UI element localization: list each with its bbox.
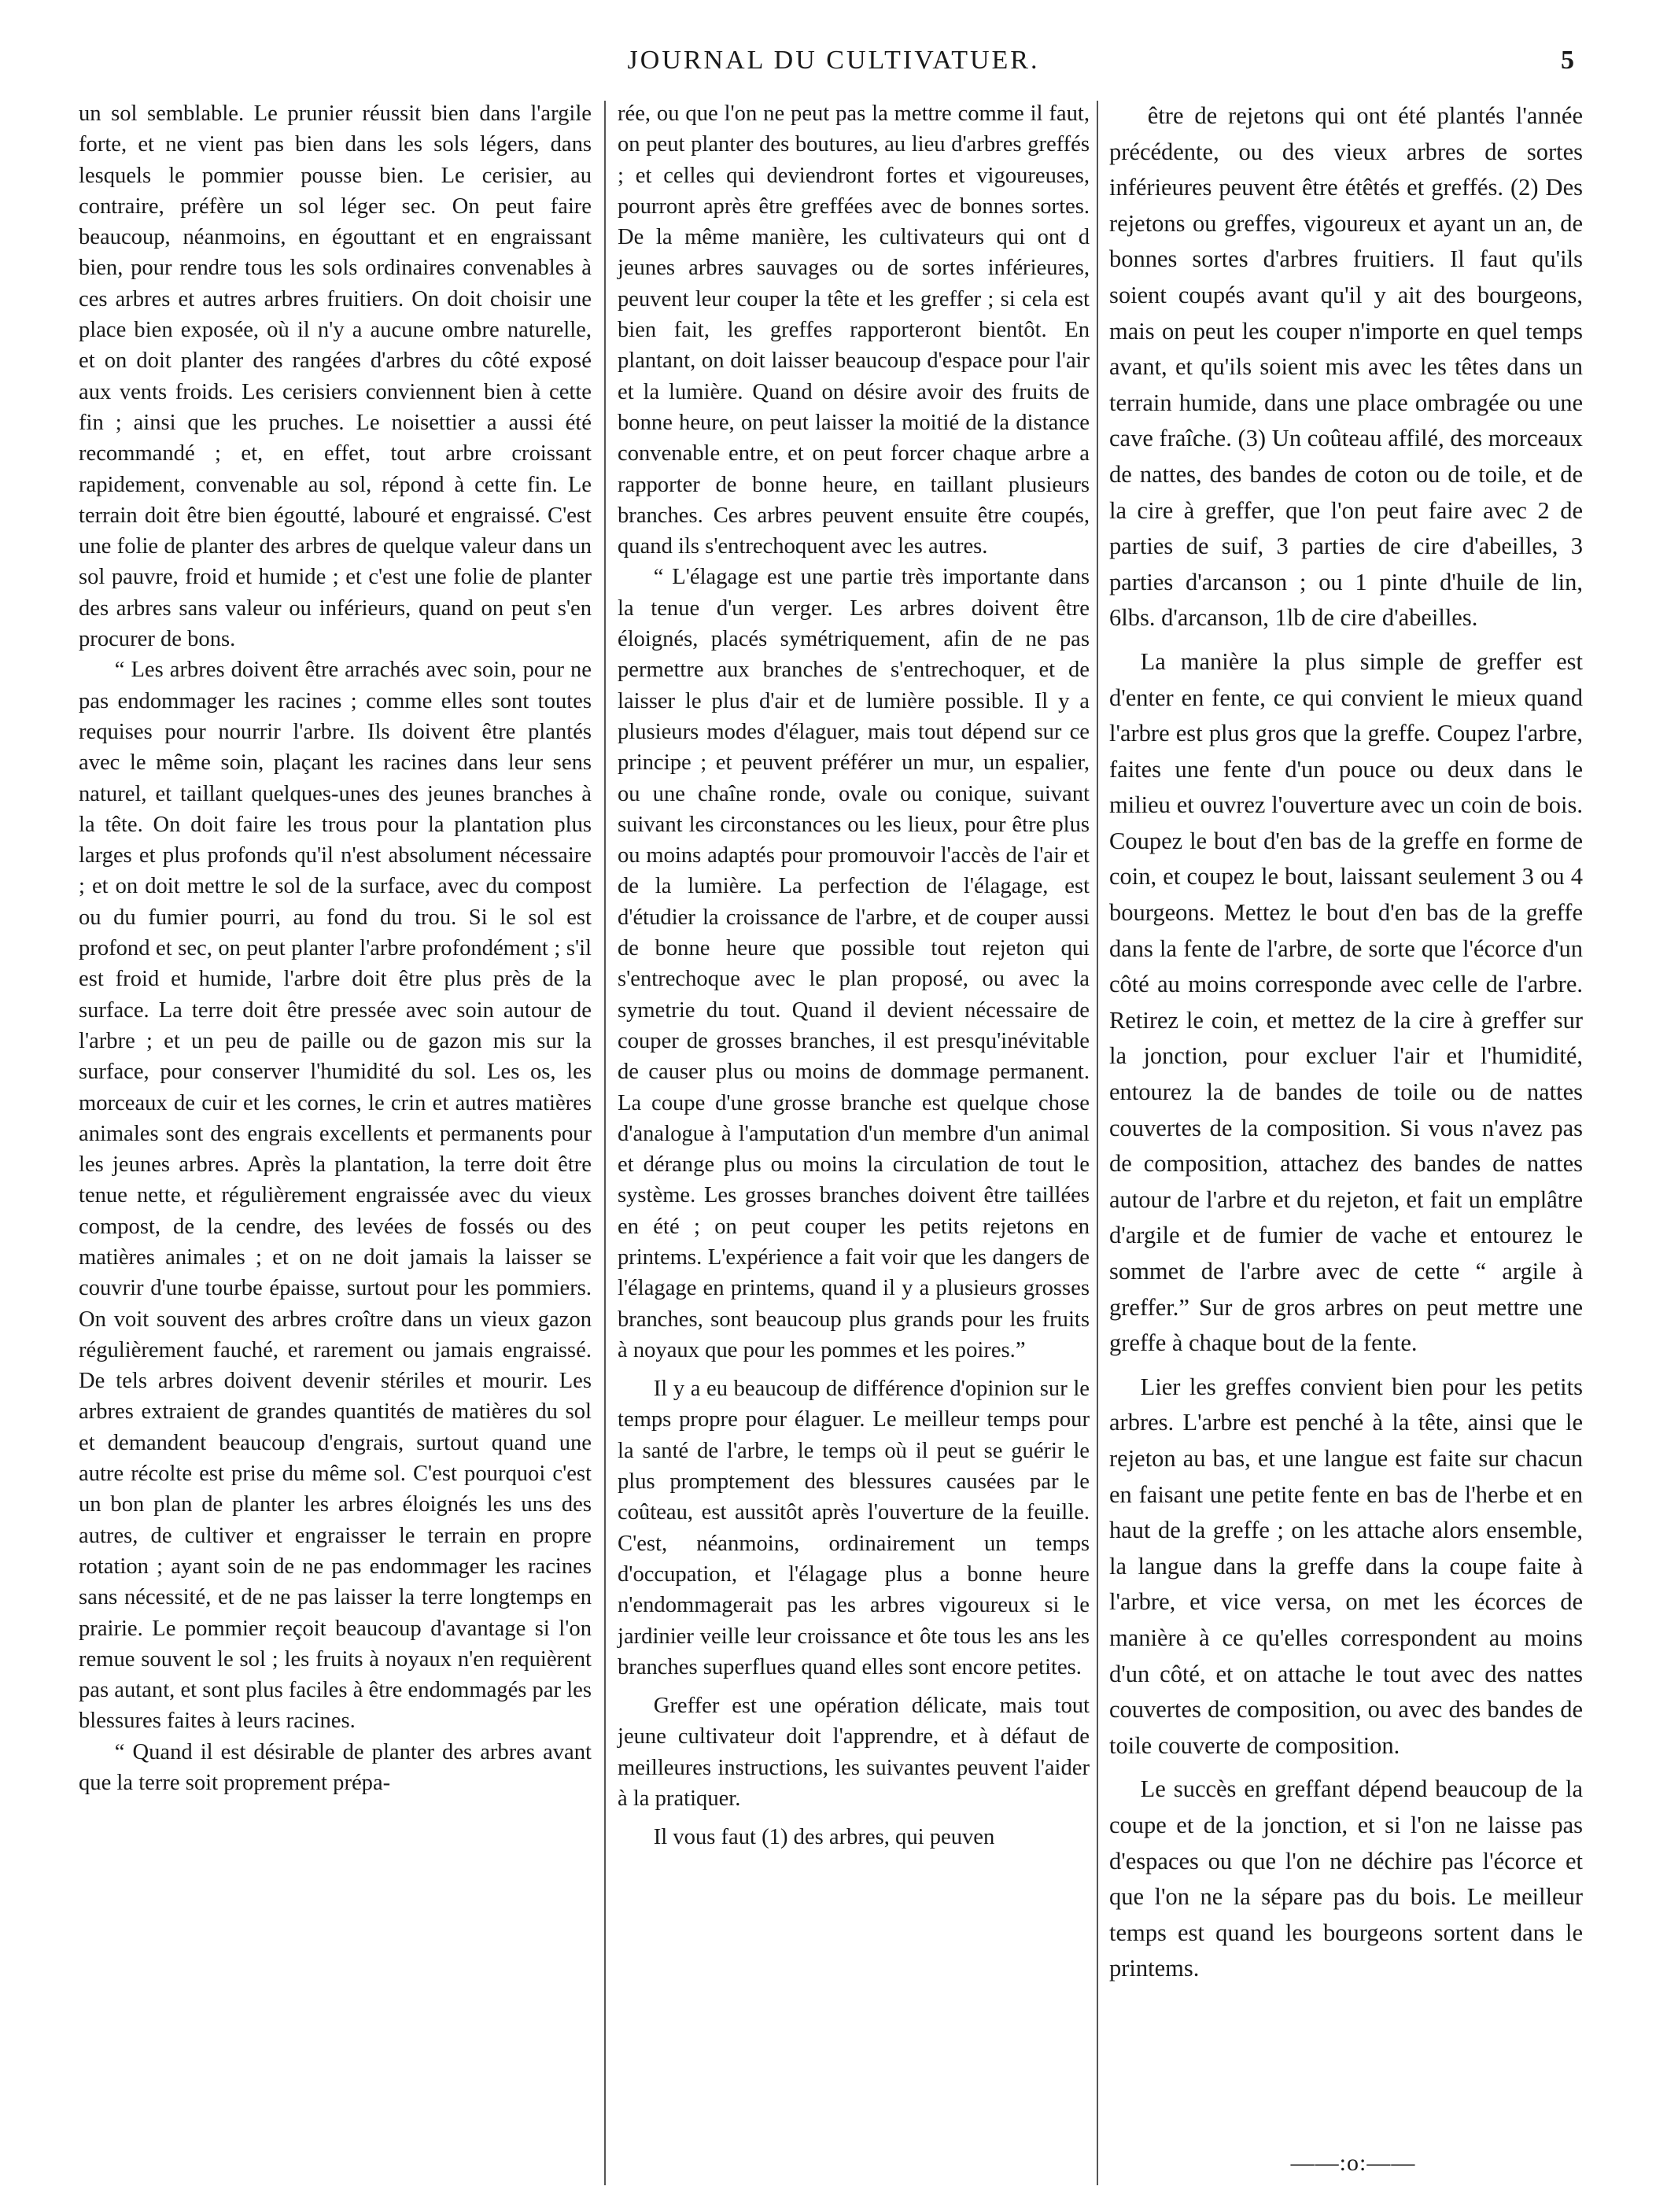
paragraph: rée, ou que l'on ne peut pas la mettre comme il faut, on peut planter des boutures, au lieu d'arbres greffés ; et celles qui deviendront fortes et vigoureuses, pourront après être greffées avec de bonnes sortes. De la même manière, les cultivateurs qui ont d jeunes arbres sauvages ou de sortes inférieures, peuvent leur couper la tête et les greffer ; si cela est bien fait, les greffes rapporteront bientôt. En plantant, on doit laisser beaucoup d'espace pour l'air et la lumière. Quand on désire avoir des fruits de bonne heure, on peut laisser la moitié de la distance convenable entre, et on peut forcer chaque arbre a rapporter de bonne heure, en taillant plusieurs branches. Ces arbres peuvent ensuite être coupés, quand ils s'entrechoquent avec les autres. [618,101,1090,559]
paragraph: “ L'élagage est une partie très importante dans la tenue d'un verger. Les arbres doivent être éloignés, placés symétriquement, afin de ne pas permettre aux branches de s'entrechoquer, et de laisser le plus d'air et de lumière possible. Il y a plusieurs modes d'élaguer, mais tout dépend sur ce principe ; et peuvent préférer un mur, un espalier, ou une chaîne ronde, ovale ou conique, suivant suivant les circonstances ou les lieux, pour être plus ou moins adaptés pour promouvoir l'accès de l'air et de la lumière. La perfection de l'élagage, est d'étudier la croissance de l'arbre, et de couper aussi de bonne heure que possible tout rejeton qui s'entrechoque avec le plan proposé, ou avec la symetrie du tout. Quand il devient nécessaire de couper de grosses branches, il est presqu'inévitable de causer plus ou moins de dommage permanent. La coupe d'une grosse branche est quelque chose d'analogue à l'amputation d'un membre d'un animal et dérange plus ou moins la circulation de tout le système. Les grosses branches doivent être taillées en été ; on peut couper les petits rejetons en printems. L'expérience a fait voir que les dangers de l'élagage en printems, quand il y a plusieurs grosses branches, sont beaucoup plus grands pour les fruits à noyaux que pour les pommes et les poires.” [618,565,1090,1362]
paragraph: un sol semblable. Le prunier réussit bien dans l'argile forte, et ne vient pas bien dans les sols légers, dans lesquels le pommier pousse bien. Le cerisier, au contraire, préfère un sol léger sec. On peut faire beaucoup, néanmoins, en égouttant et en engraissant bien, pour rendre tous les sols ordinaires convenables à ces arbres et autres arbres fruitiers. On doit choisir une place bien exposée, où il n'y a aucune ombre naturelle, et on doit planter des rangées d'arbres du côté exposé aux vents froids. Les cerisiers conviennent bien à cette fin ; ainsi que les pruches. Le noisettier a aussi été recommandé ; et, en effet, tout arbre croissant rapidement, convenable au sol, répond à cette fin. Le terrain doit être bien égoutté, labouré et engraissé. C'est une folie de planter des arbres de quelque valeur dans un sol pauvre, froid et humide ; et c'est une folie de planter des arbres sans valeur ou inférieurs, quand on peut s'en procurer de bons. [79,101,592,652]
paragraph: “ Les arbres doivent être arrachés avec soin, pour ne pas endommager les racines ; comme elles sont toutes requises pour nourrir l'arbre. Ils doivent être plantés avec le même soin, plaçant les racines dans leur sens naturel, et taillant quelques-unes des jeunes branches à la tête. On doit faire les trous pour la plantation plus larges et plus profonds qu'il n'est absolument nécessaire ; et on doit mettre le sol de la surface, avec du compost ou du fumier pourri, au fond du trou. Si le sol est profond et sec, on peut planter l'arbre profondément ; s'il est froid et humide, l'arbre doit être plus près de la surface. La terre doit être pressée avec soin autour de l'arbre ; et un peu de paille ou de gazon mis sur la surface, pour conserver l'humidité du sol. Les os, les morceaux de cuir et les cornes, le crin et autres matières animales sont des engrais excellents et permanents pour les jeunes arbres. Après la plantation, la terre doit être tenue nette, et régulièrement engraissée avec du vieux compost, de la cendre, des levées de fossés ou des matières animales ; et on ne doit jamais la laisser se couvrir d'une tourbe épaisse, surtout pour les pommiers. On voit souvent des arbres croître dans un vieux gazon régulièrement fauché, et rarement ou jamais engraissé. De tels arbres doivent devenir stériles et mourir. Les arbres extraient de grandes quantités de matières du sol et demandent beaucoup d'engrais, surtout quand une autre récolte est prise du même sol. C'est pourquoi c'est un bon plan de planter les arbres éloignés les uns des autres, de cultiver et engraisser le terrain en propre rotation ; ayant soin de ne pas endommager les racines sans nécessité, et de ne pas laisser la terre longtemps en prairie. Le pommier reçoit beaucoup d'avantage si l'on remue souvent le sol ; les fruits à noyaux n'en requièrent pas autant, et sont plus faciles à être endommagés par les blessures faites à leurs racines. [79,658,592,1734]
column-divider [1097,101,1098,2185]
paragraph: être de rejetons qui ont été plantés l'année précédente, ou des vieux arbres de sortes inférieures peuvent être étêtés et greffés. (2) Des rejetons ou greffes, vigoureux et ayant un an, de bonnes sortes d'arbres fruitiers. Il faut qu'ils soient coupés avant qu'il y ait des bourgeons, mais on peut les couper n'importe en quel temps avant, et qu'ils soient mis avec les têtes dans un terrain humide, dans une place ombragée ou une cave fraîche. (3) Un coûteau affilé, des morceaux de nattes, des bandes de coton ou de toile, et de la cire à greffer, que l'on peut faire avec 2 de parties de suif, 3 parties de cire d'abeilles, 3 parties d'arcanson ; ou 1 pinte d'huile de lin, 6lbs. d'arcanson, 1lb de cire d'abeilles. [1109,102,1583,632]
column-1 [79,98,592,1798]
paragraph: Greffer est une opération délicate, mais tout jeune cultivateur doit l'apprendre, et à défaut de meilleures instructions, les suivantes peuvent l'aider à la pratiquer. [618,1694,1090,1812]
paragraph: La manière la plus simple de greffer est d'enter en fente, ce qui convient le mieux quand l'arbre est plus gros que la greffe. Coupez l'arbre, faites une fente d'un pouce ou deux dans le milieu et ouvrez l'ouverture avec un coin de bois. Coupez le bout d'en bas de la greffe en forme de coin, et coupez le bout, laissant seulement 3 ou 4 bourgeons. Mettez le bout d'en bas de la greffe dans la fente de l'arbre, de sorte que l'écorce d'un côté au moins corresponde avec celle de l'arbre. Retirez le coin, et mettez de la cire à greffer sur la jonction, pour excluer l'air et l'humidité, entourez la de bandes de toile ou de nattes couvertes de la composition. Si vous n'avez pas de composition, attachez des bandes de nattes autour de l'arbre et du rejeton, et fait un emplâtre d'argile et de fumier de vache et entourez le sommet de l'arbre avec de cette “ argile à greffer.” Sur de gros arbres on peut mettre une greffe à chaque bout de la fente. [1109,647,1583,1357]
column-3 [1109,98,1583,1987]
column-2 [618,98,1090,1853]
paragraph: Il y a eu beaucoup de différence d'opinion sur le temps propre pour élaguer. Le meilleur temps pour la santé de l'arbre, le temps où il peut se guérir le plus promptement des blessures causées par le coûteau, est aussitôt après l'ouverture de la feuille. C'est, néanmoins, ordinairement un temps d'occupation, et l'élagage plus a bonne heure n'endommagerait pas les arbres vigoureux si le jardinier veille leur croissance et ôte tous les ans les branches superflues quand elles sont encore petites. [618,1377,1090,1679]
paragraph: “ Quand il est désirable de planter des arbres avant que la terre soit proprement prépa- [79,1739,592,1796]
section-end-ornament: ——:o:—— [1290,2150,1416,2176]
paragraph: Il vous faut (1) des arbres, qui peuven [653,1825,995,1850]
column-divider [604,101,606,2185]
paragraph: Lier les greffes convient bien pour les petits arbres. L'arbre est penché à la tête, ainsi que le rejeton au bas, et une langue est faite sur chacun en faisant une petite fente en bas de l'herbe et en haut de la greffe ; on les attache alors ensemble, la langue dans la greffe dans la coupe faite à l'arbre, et vice versa, on met les écorces de manière à ce qu'elles correspondent au moins d'un côté, et on attache le tout avec des nattes couvertes de composition, ou avec des bandes de toile couverte de composition. [1109,1373,1583,1759]
masthead-title: JOURNAL DU CULTIVATUER. [627,46,1040,75]
page-number: 5 [1561,46,1574,75]
paragraph: Le succès en greffant dépend beaucoup de la coupe et de la jonction, et si l'on ne laisse pas d'espaces ou que l'on ne déchire pas l'écorce et que l'on ne la sépare pas du bois. Le meilleur temps est quand les bourgeons sortent dans le printems. [1109,1775,1583,1982]
